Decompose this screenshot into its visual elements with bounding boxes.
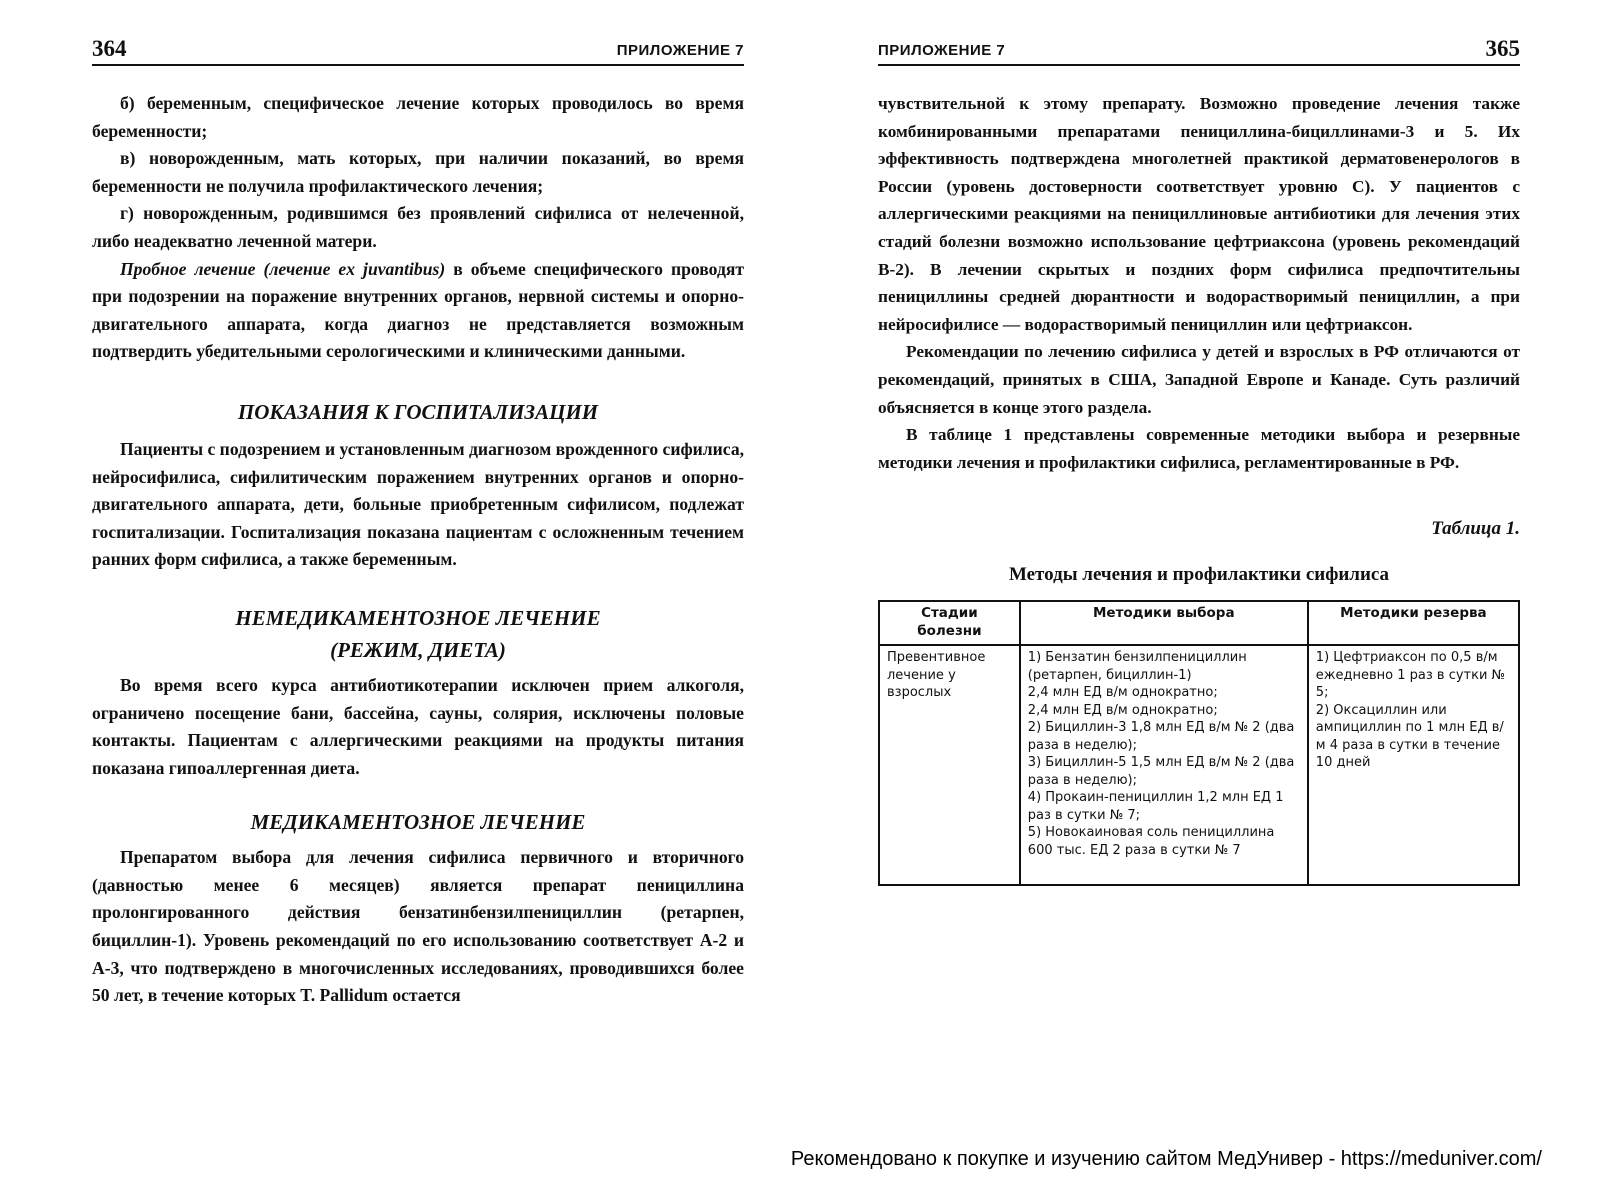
choice-line: 5) Новокаиновая соль пенициллина 600 тыс. ЕД 2 раза в сутки № 7	[1027, 825, 1275, 858]
choice-line: 4) Прокаин-пенициллин 1,2 млн ЕД 1 раз в сутки № 7;	[1027, 790, 1284, 823]
choice-line: 2,4 млн ЕД в/м однократно;	[1027, 702, 1218, 718]
trial-treatment-lead: Пробное лечение (лечение ex juvantibus)	[120, 258, 446, 279]
table-caption: Таблица 1.	[1431, 518, 1520, 540]
cell-reserve	[1308, 645, 1519, 885]
hospitalization-text: Пациенты с подозрением и установленным диагнозом врожденного сифилиса, нейросифилиса, сифилитическим поражением внутренних органов и опорно-двигательного аппарата, дети, больные приобретенным сифилисом, подлежат госпитализации. Госпитализация показана пациентам с осложненным течением ранних форм сифилиса, а также беременным.	[92, 438, 745, 570]
choice-line: 2) Бициллин-3 1,8 млн ЕД в/м № 2 (два раза в неделю);	[1027, 720, 1295, 753]
trial-treatment-text: в объеме специфического проводят при подозрении на поражение внутренних органов, нервной системы и опорно-двигательного аппарата, когда диагноз не представляется возможным подтвердить убедительными серологическими и клиническими данными.	[92, 258, 744, 362]
reserve-line: 2) Оксациллин или ампициллин по 1 млн ЕД в/м 4 раза в сутки в течение 10 дней	[1315, 702, 1504, 771]
footer-recommendation: Рекомендовано к покупке и изучению сайтом МедУнивер - https://meduniver.com/	[790, 1148, 1542, 1170]
page-number: 365	[1485, 36, 1520, 61]
paragraph: В таблице 1 представлены современные методики выбора и резервные методики лечения и профилактики сифилиса, регламентированные в РФ.	[878, 425, 1520, 472]
section-heading-drug: МЕДИКАМЕНТОЗНОЕ ЛЕЧЕНИЕ	[250, 810, 586, 835]
paragraph: в) новорожденным, мать которых, при наличии показаний, во время беременности не получила профилактического лечения;	[92, 148, 744, 196]
nondrug-text: Во время всего курса антибиотикотерапии исключен прием алкоголя, ограничено посещение бани, бассейна, сауны, солярия, исключены половые контакты. Пациентам с аллергическими реакциями на продукты питания показана гипоаллергенная диета.	[92, 674, 744, 778]
paragraph: г) новорожденным, родившимся без проявлений сифилиса от нелеченной, либо неадекватно леченной матери.	[92, 203, 744, 251]
table-title: Методы лечения и профилактики сифилиса	[1008, 564, 1390, 586]
heading-line: НЕМЕДИКАМЕНТОЗНОЕ ЛЕЧЕНИЕ	[235, 605, 601, 630]
section-heading-hospitalization: ПОКАЗАНИЯ К ГОСПИТАЛИЗАЦИИ	[237, 399, 599, 424]
treatment-table	[878, 600, 1520, 886]
choice-line: 1) Бензатин бензилпенициллин (ретарпен, бициллин-1)	[1027, 650, 1247, 683]
paragraph: Рекомендации по лечению сифилиса у детей и взрослых в РФ отличаются от рекомендаций, принятых в США, Западной Европе и Канаде. Суть различий объясняется в конце этого раздела.	[878, 342, 1520, 417]
left-page-header	[92, 36, 744, 66]
right-page-header	[878, 36, 1520, 66]
cell-choice	[1020, 645, 1308, 885]
reserve-line: 1) Цефтриаксон по 0,5 в/м ежедневно 1 раз в сутки № 5;	[1315, 650, 1506, 701]
section-heading-nondrug	[92, 602, 744, 666]
running-title: ПРИЛОЖЕНИЕ 7	[616, 42, 744, 59]
column-header-choice: Методики выбора	[1020, 601, 1308, 645]
right-page-body	[878, 90, 1520, 886]
paragraph: чувствительной к этому препарату. Возможно проведение лечения также комбинированными препаратами пенициллина-бициллинами-3 и 5. Их эффективность подтверждена многолетней практикой дерматовенерологов в России (уровень достоверности соответствует уровню С). У пациентов с аллергическими реакциями на пенициллиновые антибиотики для лечения этих стадий болезни возможно использование цефтриаксона (уровень рекомендаций В-2). В лечении скрытых и поздних форм сифилиса предпочтительны пенициллины средней дюрантности и водорастворимый пенициллин, а при нейросифилисе — водорастворимый пенициллин или цефтриаксон.	[878, 94, 1520, 334]
choice-line: 2,4 млн ЕД в/м однократно;	[1027, 685, 1218, 701]
paragraph: б) беременным, специфическое лечение которых проводилось во время беременности;	[92, 93, 744, 141]
left-page-body	[92, 90, 744, 1010]
trial-treatment-paragraph	[92, 256, 744, 366]
choice-line: 3) Бициллин-5 1,5 млн ЕД в/м № 2 (два раза в неделю);	[1027, 755, 1295, 788]
drug-text: Препаратом выбора для лечения сифилиса первичного и вторичного (давностью менее 6 месяцев) является препарат пенициллина пролонгированного действия бензатинбензилпенициллин (ретарпен, бициллин-1). Уровень рекомендаций по его использованию соответствует А-2 и А-3, что подтверждено в многочисленных исследованиях, проводившихся более 50 лет, в течение которых T. Pallidum остается	[92, 847, 744, 1006]
table-row	[879, 645, 1519, 885]
column-header-reserve: Методики резерва	[1308, 601, 1519, 645]
running-title: ПРИЛОЖЕНИЕ 7	[878, 42, 1006, 59]
table-header-row	[879, 601, 1519, 645]
heading-line: (РЕЖИМ, ДИЕТА)	[330, 637, 506, 662]
page-number: 364	[92, 36, 127, 61]
cell-stage: Превентивное лечение у взрослых	[879, 645, 1020, 885]
column-header-stage: Стадии болезни	[879, 601, 1020, 645]
